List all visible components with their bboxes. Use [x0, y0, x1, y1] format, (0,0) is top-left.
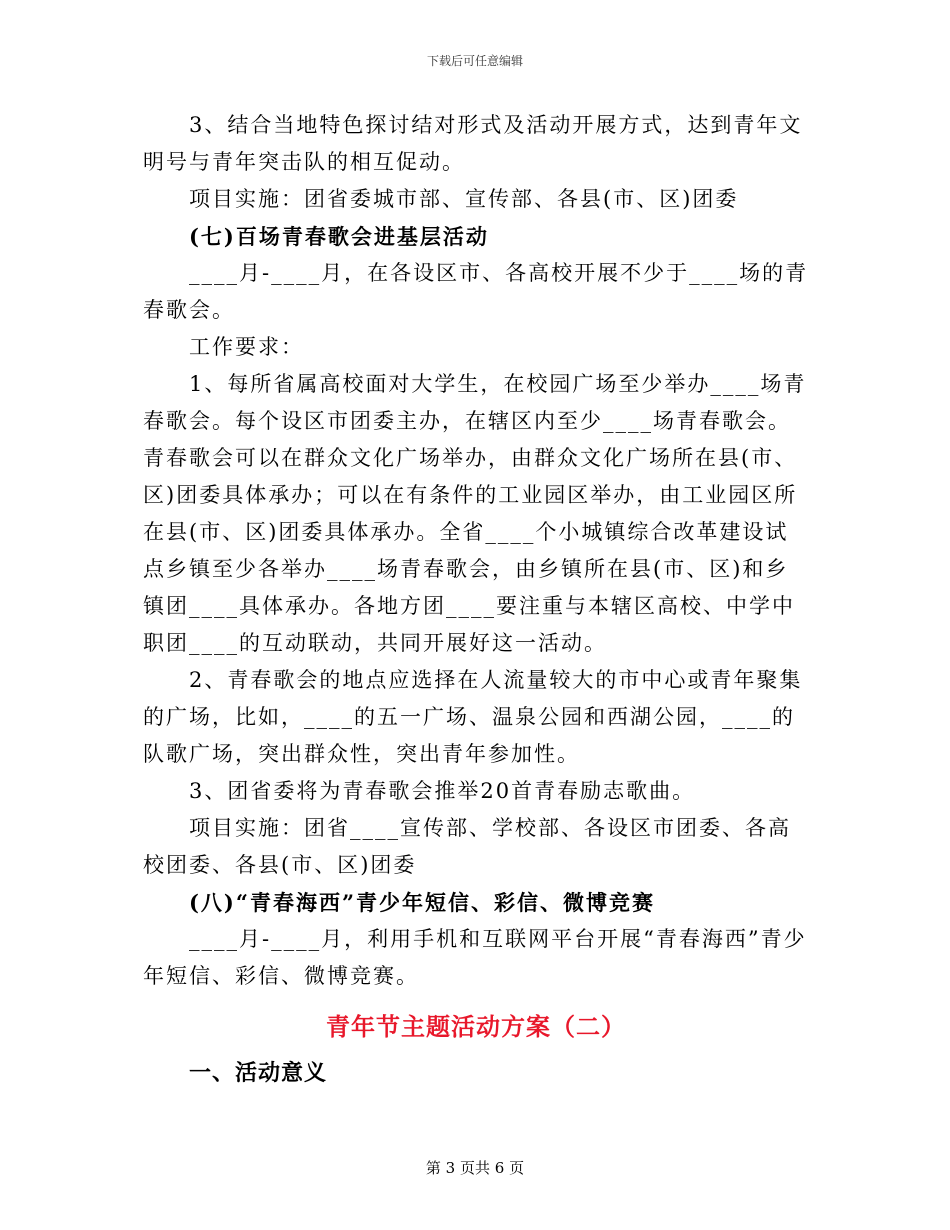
- section-heading-1: 一、活动意义: [189, 1060, 328, 1086]
- project-implementation-line: 项目实施：团省委城市部、宣传部、各县(市、区)团委: [189, 187, 739, 211]
- subheading-section-8: (八)“青春海西”青少年短信、彩信、微博竞赛: [189, 890, 656, 915]
- project-implementation-line-2: 项目实施：团省____宣传部、学校部、各设区市团委、各高校团委、各县(市、区)团委: [143, 816, 791, 877]
- paragraph-competition: ____月-____月，利用手机和互联网平台开展“青春海西”青少年短信、彩信、微博竞赛。: [143, 927, 807, 988]
- page-footer: 第 3 页共 6 页: [425, 1159, 525, 1177]
- work-requirements-label: 工作要求：: [189, 335, 304, 359]
- paragraph-schedule: ____月-____月，在各设区市、各高校开展不少于____场的青春歌会。: [143, 261, 809, 322]
- document-title: 青年节主题活动方案（二）: [326, 1012, 626, 1041]
- requirement-1: 1、每所省属高校面对大学生，在校园广场至少举办____场青春歌会。每个设区市团委主办，在辖区内至少____场青春歌会。青春歌会可以在群众文化广场举办，由群众文化广场所在县(市、区)团委具体承办；可以在有条件的工业园区举办，由工业园区所在县(市、区)团委具体承办。全省____个小城镇综合改革建设试点乡镇至少各举办____场青春歌会，由乡镇所在县(市、区)和乡镇团____具体承办。各地方团____要注重与本辖区高校、中学中职团____的互动联动，共同开展好这一活动。: [143, 372, 807, 655]
- subheading-section-7: (七)百场青春歌会进基层活动: [189, 224, 489, 249]
- requirement-3: 3、团省委将为青春歌会推举20首青春励志歌曲。: [189, 779, 696, 803]
- paragraph-item-3: 3、结合当地特色探讨结对形式及活动开展方式，达到青年文明号与青年突击队的相互促动。: [143, 113, 803, 174]
- page-header: 下载后可任意编辑: [426, 54, 523, 68]
- requirement-2: 2、青春歌会的地点应选择在人流量较大的市中心或青年聚集的广场，比如，____的五一广场、温泉公园和西湖公园，____的队歌广场，突出群众性，突出青年参加性。: [143, 668, 803, 766]
- document-body: [143, 107, 809, 1093]
